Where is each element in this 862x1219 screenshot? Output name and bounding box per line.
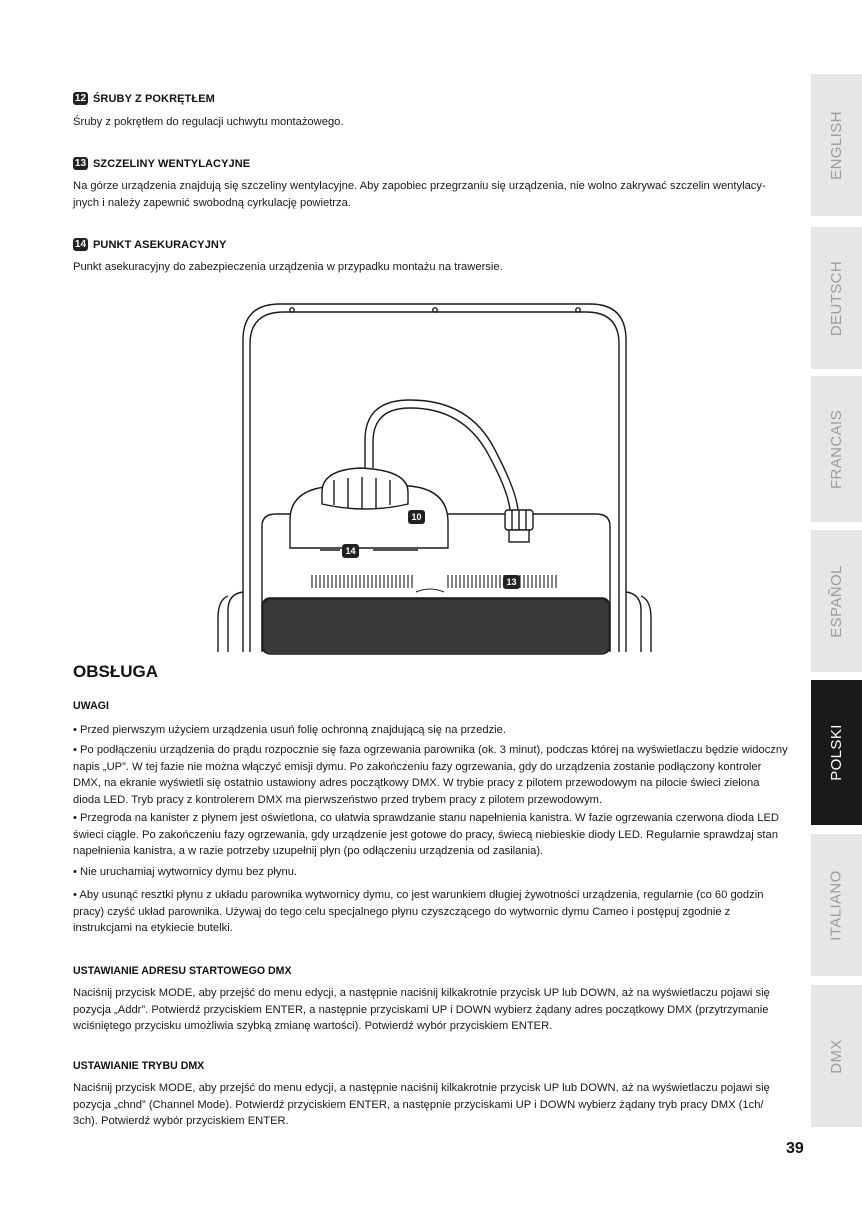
tab-deutsch-label: DEUTSCH	[828, 260, 845, 336]
section-13-title	[73, 157, 250, 170]
callout-10-badge: 10	[408, 510, 425, 524]
section-number-badge: 14	[74, 239, 87, 250]
tab-francais-label: FRANCAIS	[828, 409, 846, 489]
section-title-text: PUNKT ASEKURACYJNY	[93, 238, 227, 251]
section-number-badge: 13	[74, 158, 87, 169]
dmx-address-text: Naciśnij przycisk MODE, aby przejść do menu edycji, a następnie naciśnij kilkakrotnie przycisk UP lub DOWN, aż na wyświetlaczu pojawi się pozycja „Addr”. Potwierdź przyciskiem ENTER, a następnie przyciskami UP i DOWN wybierz żądany adres początkowy DMX (przytrzymanie wciśniętego przycisku umożliwia szybką zmianę wartości). Potwierdź wybór przyciskiem ENTER.	[73, 987, 770, 1032]
note-bullet-3: • Przegroda na kanister z płynem jest oświetlona, co ułatwia sprawdzanie stanu napełnienia kanistra. W fazie ogrzewania czerwona dioda LED świeci ciągle. Po zakończeniu fazy ogrzewania, gdy urządzenie jest gotowe do pracy, świecą niebieskie diody LED. Regularnie sprawdzaj stan napełnienia kanistra, a w razie potrzeby uzupełnij płyn (po odłączeniu urządzenia od zasilania).	[73, 812, 779, 857]
callout-13-badge: 13	[503, 575, 520, 589]
tab-espanol-label: ESPAÑOL	[828, 564, 845, 638]
note-bullet-4: • Nie uruchamiaj wytwornicy dymu bez płynu.	[73, 866, 298, 878]
operation-heading: OBSŁUGA	[73, 662, 158, 681]
tab-italiano[interactable]	[811, 834, 862, 976]
dmx-mode-title: USTAWIANIE TRYBU DMX	[73, 1060, 205, 1072]
section-12-text: Śruby z pokrętłem do regulacji uchwytu montażowego.	[73, 116, 344, 128]
note-bullet-5: • Aby usunąć resztki płynu z układu parownika wytwornicy dymu, co jest warunkiem długiej żywotności urządzenia, regularnie (co 60 godzin pracy) czyść układ parownika. Używaj do tego celu specjalnego płynu czyszczącego do wytwornic dymu Cameo i postępuj zgodnie z instrukcjami na etykiecie butelki.	[73, 889, 764, 934]
section-13-text-line2: jnych i należy zapewnić swobodną cyrkulację powietrza.	[73, 196, 351, 209]
tab-italiano-label: ITALIANO	[828, 869, 845, 941]
section-13-text-line1: Na górze urządzenia znajdują się szczeliny wentylacyjne. Aby zapobiec przegrzaniu się urządzenia, nie wolno zakrywać szczelin wentylacy-	[73, 180, 766, 192]
tab-deutsch[interactable]	[811, 227, 862, 369]
section-14-text: Punkt asekuracyjny do zabezpieczenia urządzenia w przypadku montażu na trawersie.	[73, 261, 503, 273]
dmx-mode-text: Naciśnij przycisk MODE, aby przejść do menu edycji, a następnie naciśnij kilkakrotnie przycisk UP lub DOWN, aż na wyświetlaczu pojawi się pozycja „chnd” (Channel Mode). Potwierdź przyciskiem ENTER, a następnie przyciskami UP i DOWN wybierz żądany tryb pracy DMX (1ch/ 3ch). Potwierdź wybór przyciskiem ENTER.	[73, 1082, 770, 1127]
callout-14-badge: 14	[342, 544, 359, 558]
note-bullet-1: • Przed pierwszym użyciem urządzenia usuń folię ochronną znajdującą się na przedzie.	[73, 724, 506, 736]
tab-dmx-label: DMX	[827, 1038, 845, 1074]
section-12-title	[73, 92, 215, 105]
section-13-text	[73, 178, 789, 211]
device-illustration	[210, 300, 670, 660]
page-number: 39	[786, 1140, 804, 1157]
dmx-address-title: USTAWIANIE ADRESU STARTOWEGO DMX	[73, 965, 292, 977]
tab-polski[interactable]	[811, 680, 862, 825]
tab-espanol[interactable]	[811, 530, 862, 672]
tab-dmx[interactable]	[811, 985, 862, 1127]
device-drawing-svg	[210, 300, 670, 655]
tab-polski-label: POLSKI	[828, 724, 845, 781]
tab-english[interactable]	[811, 74, 862, 216]
tab-english-label: ENGLISH	[828, 110, 845, 180]
note-bullet-2: • Po podłączeniu urządzenia do prądu rozpocznie się faza ogrzewania parownika (ok. 3 minut), podczas której na wyświetlaczu będzie widoczny napis „UP”. W tej fazie nie można włączyć emisji dymu. Po zakończeniu fazy ogrzewania, gdy do urządzenia zostanie podłączony kontroler DMX, na ekranie wyświetli się ostatnio ustawiony adres początkowy DMX. W trybie pracy z pilotem przewodowym na pilocie świeci zielona dioda LED. Tryb pracy z kontrolerem DMX ma pierwszeństwo przed trybem pracy z pilotem przewodowym.	[73, 744, 788, 806]
section-title-text: ŚRUBY Z POKRĘTŁEM	[93, 92, 215, 105]
section-14-title	[73, 238, 226, 251]
section-number-badge: 12	[74, 93, 87, 104]
section-title-text: SZCZELINY WENTYLACYJNE	[93, 157, 251, 170]
tab-francais[interactable]	[811, 376, 862, 522]
notes-title: UWAGI	[73, 700, 109, 712]
